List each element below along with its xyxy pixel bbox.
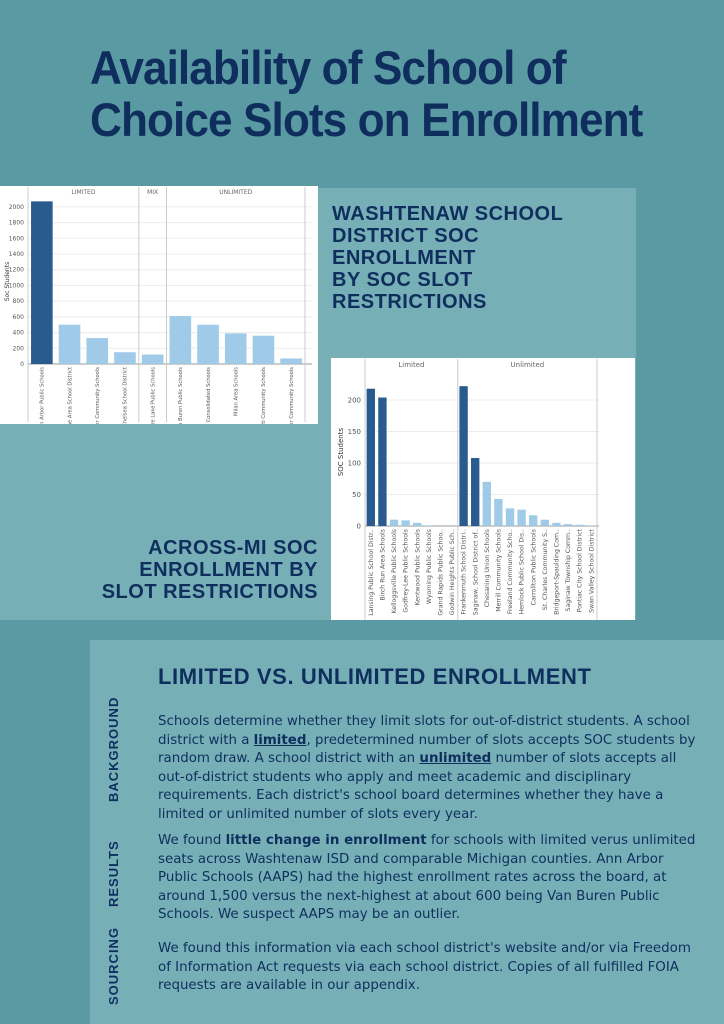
bar	[471, 458, 479, 526]
y-tick-label: 50	[352, 490, 361, 499]
sourcing-paragraph: We found this information via each school district's website and/or via Freedom of Information Act requests via each school district. Copies of all fulfilled FOIA requests are available in our appendix.	[158, 941, 691, 993]
bar	[541, 520, 549, 526]
bar	[378, 398, 386, 526]
results-text-2: for schools with limited verus unlimited seats across Washtenaw ISD and comparable Michigan counties. Ann Arbor Public Schools (AAPS) had the highest enrollment rates across the board, at around 1,500 versus the next-highest at about 600 being Van Buren Public Schools. We suspect AAPS may be an outlier.	[158, 833, 696, 922]
y-tick-label: 600	[12, 313, 24, 321]
bar	[517, 510, 525, 526]
michigan-title-line: SLOT RESTRICTIONS	[101, 581, 318, 603]
x-tick-label: Pontiac City School District	[576, 529, 584, 613]
x-tick-label: Grand Rapids Public Schoo..	[437, 529, 445, 616]
y-tick-label: 200	[347, 396, 361, 405]
results-paragraph	[158, 832, 703, 925]
background-paragraph	[158, 713, 703, 824]
x-tick-label: Ann Arbor Public Schools	[39, 367, 46, 424]
washtenaw-title-line: WASHTENAW SCHOOL	[332, 203, 564, 225]
results-bold: little change in enrollment	[225, 833, 427, 848]
x-tick-label: Saginaw Township Comm..	[565, 529, 573, 612]
x-tick-label: Chelsea School District	[122, 367, 129, 424]
x-tick-label: Birch Run Area Schools	[379, 529, 387, 601]
washtenaw-title-line: DISTRICT SOC	[332, 225, 480, 247]
x-tick-label: Manchester Community Schools	[288, 367, 295, 424]
washtenaw-title-line: RESTRICTIONS	[332, 291, 487, 313]
bar	[401, 520, 409, 526]
x-tick-label: Ypsilanti Community Schools	[261, 367, 268, 424]
title-line-1: Availability of School of	[90, 41, 566, 94]
bar	[197, 325, 219, 364]
bar	[459, 386, 467, 526]
sourcing-label: SOURCING	[106, 926, 121, 1005]
bar	[552, 523, 560, 526]
washtenaw-title-line: ENROLLMENT	[332, 247, 476, 269]
y-tick-label: 100	[347, 459, 361, 468]
unlimited-link[interactable]: unlimited	[419, 751, 492, 766]
michigan-chart-svg	[331, 358, 635, 620]
x-tick-label: St. Charles Community S..	[541, 529, 549, 611]
y-tick-label: 0	[20, 361, 24, 368]
bar	[413, 523, 421, 526]
background-label: BACKGROUND	[106, 696, 121, 802]
x-tick-label: Kentwood Public Schools	[414, 529, 422, 606]
x-tick-label: Lansing Public School Distr..	[367, 529, 375, 616]
x-tick-label: Bridgeport-Spaulding Com..	[553, 529, 561, 615]
x-tick-label: Hemlock Public School Dis..	[518, 529, 526, 615]
bar	[587, 525, 595, 526]
x-tick-label: Chesaning Union Schools	[483, 529, 491, 608]
michigan-chart-title	[30, 537, 318, 603]
bar	[225, 333, 247, 364]
bar	[575, 525, 583, 526]
section-heading: LIMITED VS. UNLIMITED ENROLLMENT	[158, 664, 592, 689]
y-tick-label: 200	[12, 345, 24, 353]
x-tick-label: Merrill Community Schools	[495, 529, 503, 612]
panel-header: Unlimited	[510, 361, 545, 369]
bar	[114, 352, 136, 364]
background-text-2: , predetermined number of slots accepts SOC students by random draw. A school district with an	[158, 732, 696, 766]
x-tick-label: Swan Valley School District	[588, 529, 596, 613]
bar	[483, 482, 491, 526]
x-tick-label: Godfrey-Lee Public Schools	[402, 529, 410, 613]
panel-header: Limited	[398, 361, 425, 369]
bar	[425, 525, 433, 526]
y-tick-label: 0	[356, 522, 361, 531]
y-tick-label: 1400	[8, 251, 24, 258]
panel-header: MIX	[147, 189, 159, 196]
bar	[564, 524, 572, 526]
x-tick-label: Carrollton Public Schools	[530, 529, 538, 606]
washtenaw-title-line: BY SOC SLOT	[332, 269, 473, 291]
y-tick-label: 1800	[8, 219, 24, 227]
x-tick-label: Freeland Community Scho..	[507, 529, 515, 615]
michigan-title-line: ACROSS-MI SOC	[148, 537, 318, 559]
y-tick-label: 1000	[8, 282, 24, 290]
bar	[529, 515, 537, 526]
y-tick-label: 800	[12, 298, 24, 306]
bar	[59, 325, 81, 364]
y-tick-label: 2000	[8, 203, 24, 211]
bar	[494, 499, 502, 526]
michigan-chart	[331, 358, 635, 620]
bar	[367, 389, 375, 526]
x-tick-label: Saline Area School District	[67, 367, 74, 424]
y-tick-label: 150	[347, 427, 361, 436]
bar	[86, 338, 108, 364]
background-text-1: Schools determine whether they limit slots for out-of-district students. A school district with a	[158, 714, 690, 748]
bar	[253, 336, 275, 364]
x-tick-label: Whitmore Lake Public Schools	[150, 367, 157, 424]
page-title	[90, 42, 654, 146]
x-tick-label: Frankenmuth School Distri..	[460, 529, 468, 615]
washtenaw-chart	[0, 186, 318, 424]
bar	[142, 355, 164, 364]
bar	[506, 508, 514, 526]
bar	[280, 359, 302, 365]
x-tick-label: Lincoln Consolidated Schools	[205, 367, 212, 424]
x-tick-label: Kelloggsville Public Schools	[391, 529, 399, 614]
title-line-2: Choice Slots on Enrollment	[90, 93, 643, 146]
y-axis-label: Soc Students	[4, 261, 11, 302]
x-tick-label: Wyoming Public Schools	[425, 529, 433, 605]
x-tick-label: Dexter Community Schools	[94, 367, 101, 424]
y-tick-label: 1200	[8, 266, 24, 274]
limited-link[interactable]: limited	[253, 732, 307, 748]
y-tick-label: 400	[12, 329, 24, 337]
background-text-3: number of slots accepts all out-of-district students who apply and meet academic and disciplinary requirements. Each district's school board determines whether they have a limited or unlimited number of slots every year.	[158, 751, 677, 822]
bar	[31, 201, 53, 364]
x-tick-label: Milan Area Schools	[233, 367, 240, 416]
x-tick-label: Godwin Heights Public Sch..	[449, 529, 457, 616]
michigan-title-line: ENROLLMENT BY	[139, 559, 318, 581]
x-tick-label: Saginaw, School District of..	[472, 529, 480, 616]
x-tick-label: Van Buren Public Schools	[178, 367, 185, 424]
bar	[170, 316, 192, 364]
bar	[390, 520, 398, 526]
washtenaw-chart-title	[332, 203, 622, 313]
results-text-1: We found	[158, 833, 226, 848]
panel-header: UNLIMITED	[219, 189, 253, 196]
washtenaw-chart-svg	[0, 186, 318, 424]
panel-header: LIMITED	[71, 189, 96, 196]
y-axis-label: SOC Students	[337, 427, 345, 477]
results-label: RESULTS	[106, 840, 121, 907]
y-tick-label: 1600	[8, 235, 24, 243]
